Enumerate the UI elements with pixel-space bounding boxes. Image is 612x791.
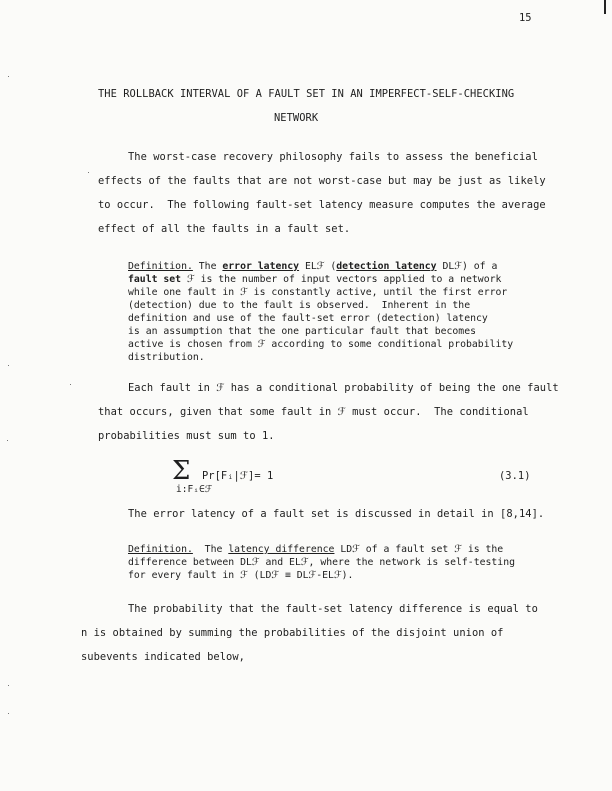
definition2-line1: Definition. The latency difference LDℱ of a fault set ℱ is the — [128, 544, 504, 555]
paragraph1-line4: effect of all the faults in a fault set. — [98, 223, 351, 235]
scan-speck — [88, 172, 89, 173]
equation-subscript: i:Fᵢ∈ℱ — [176, 484, 213, 495]
definition1-line4: (detection) due to the fault is observed. Inherent in the — [128, 300, 471, 311]
scan-speck — [7, 440, 8, 441]
scan-speck — [70, 384, 71, 385]
paragraph4-line1: The probability that the fault-set latency difference is equal to — [128, 603, 538, 615]
summation-sign: Σ — [172, 456, 191, 486]
definition1-line5: definition and use of the fault-set error (detection) latency — [128, 313, 488, 324]
definition1-line2: fault set ℱ is the number of input vectors applied to a network — [128, 274, 502, 285]
definition1-line1: Definition. The error latency ELℱ (detection latency DLℱ) of a — [128, 261, 498, 272]
term-error-latency: error latency — [222, 261, 300, 272]
scan-speck — [8, 713, 9, 714]
term-latency-difference: latency difference — [228, 544, 335, 555]
edge-mark — [604, 0, 606, 14]
section-title-line1: THE ROLLBACK INTERVAL OF A FAULT SET IN AN IMPERFECT-SELF-CHECKING — [98, 88, 515, 100]
definition2-line2: difference between DLℱ and ELℱ, where the network is self-testing — [128, 557, 515, 568]
definition1-line7: active is chosen from ℱ according to some conditional probability — [128, 339, 514, 350]
section-title-line2: NETWORK — [274, 112, 319, 124]
definition1-line8: distribution. — [128, 352, 205, 363]
paragraph1-line2: effects of the faults that are not worst-case but may be just as likely — [98, 175, 546, 187]
definition1-line6: is an assumption that the one particular fault that becomes — [128, 326, 476, 337]
definition-label: Definition. — [128, 261, 193, 272]
paragraph4-line3: subevents indicated below, — [81, 651, 245, 663]
paragraph2-line3: probabilities must sum to 1. — [98, 430, 275, 442]
paragraph1-line1: The worst-case recovery philosophy fails to assess the beneficial — [128, 151, 538, 163]
term-detection-latency: detection latency — [336, 261, 437, 272]
paragraph4-line2: n is obtained by summing the probabilities of the disjoint union of — [81, 627, 504, 639]
page-number: 15 — [519, 12, 532, 24]
equation-number: (3.1) — [499, 470, 531, 482]
definition2-line3: for every fault in ℱ (LDℱ ≡ DLℱ-ELℱ). — [128, 570, 354, 581]
paragraph1-line3: to occur. The following fault-set latency measure computes the average — [98, 199, 546, 211]
paragraph2-line2: that occurs, given that some fault in ℱ must occur. The conditional — [98, 406, 529, 418]
paragraph2-line1: Each fault in ℱ has a conditional probability of being the one fault — [128, 382, 559, 394]
scan-speck — [8, 76, 9, 77]
definition-label: Definition. — [128, 544, 193, 555]
equation-body: Pr[Fᵢ|ℱ]= 1 — [202, 470, 274, 482]
definition1-line3: while one fault in ℱ is constantly active, until the first error — [128, 287, 508, 298]
scan-speck — [8, 685, 9, 686]
scan-speck — [8, 365, 9, 366]
paragraph3-line1: The error latency of a fault set is discussed in detail in [8,14]. — [128, 508, 545, 520]
